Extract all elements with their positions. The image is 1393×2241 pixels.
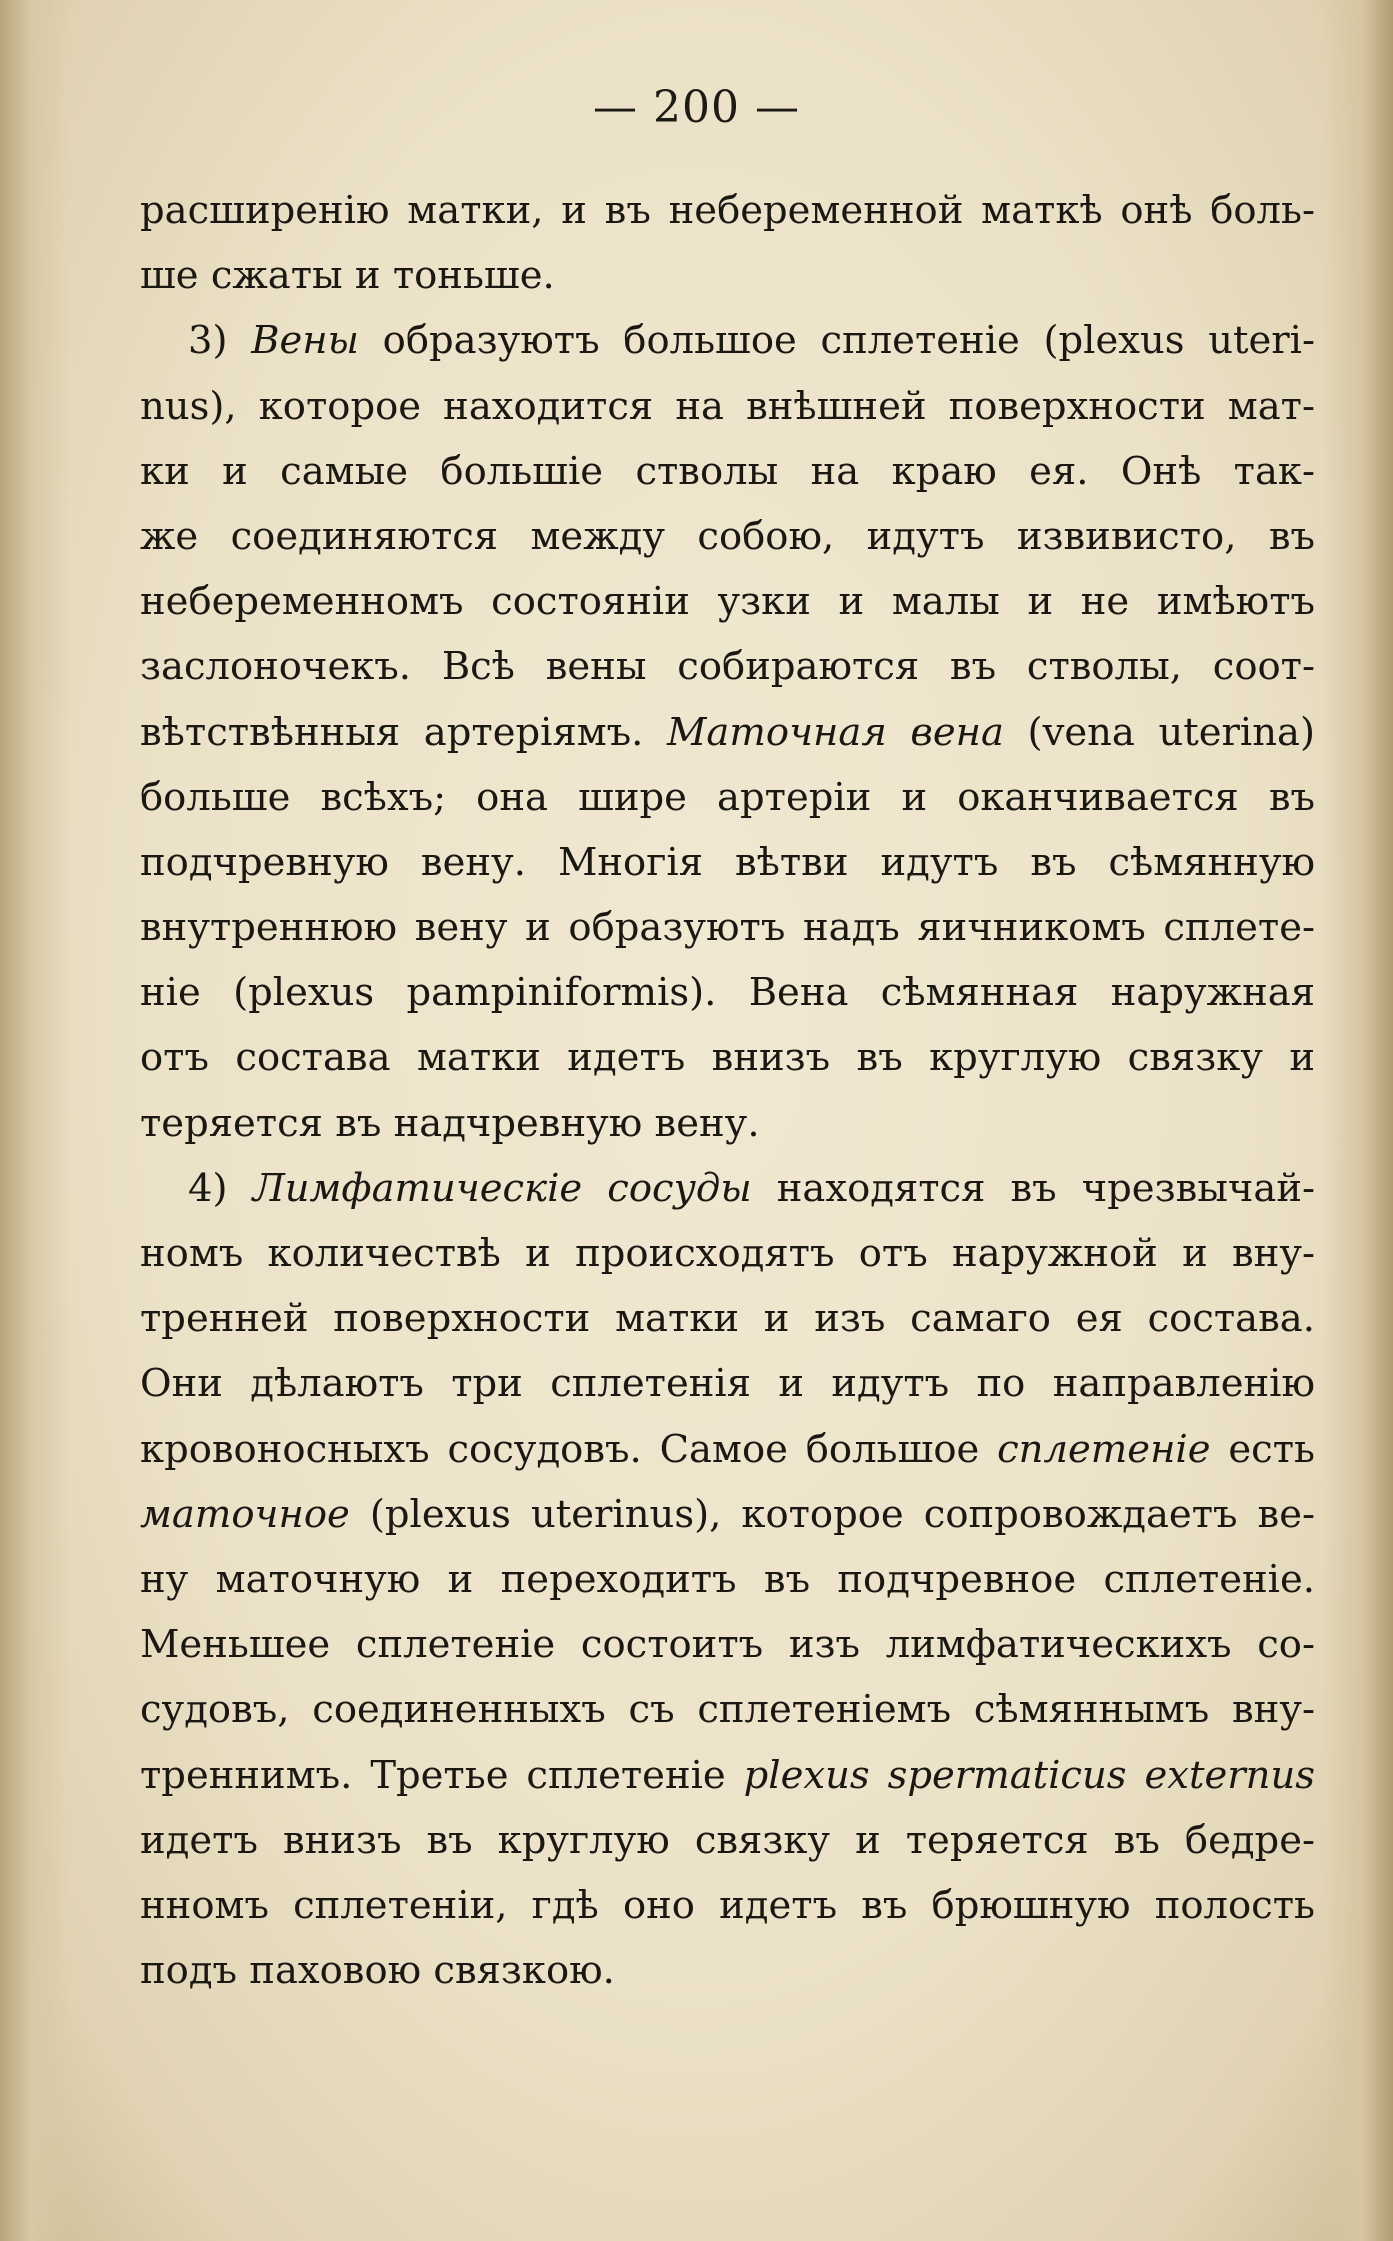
text-line	[140, 1025, 1315, 1090]
text-run: заслоночекъ. Всѣ вены собираются въ стволы, соот-	[140, 644, 1315, 690]
text-run: ну маточную и переходитъ въ подчревное сплетеніе.	[140, 1556, 1315, 1602]
page-edge-shadow-left	[0, 0, 70, 2241]
text-line	[140, 1547, 1315, 1612]
text-line	[140, 1743, 1315, 1808]
text-line	[140, 1612, 1315, 1677]
text-run: судовъ, соединенныхъ съ сплетеніемъ сѣмяннымъ вну-	[140, 1687, 1315, 1733]
text-run: (plexus uterinus), которое сопровождаетъ ве-	[349, 1491, 1315, 1537]
text-run: Меньшее сплетеніе состоитъ изъ лимфатическихъ со-	[140, 1622, 1315, 1668]
page-number: — 200 —	[593, 82, 800, 133]
text-line	[140, 504, 1315, 569]
text-run: 4)	[188, 1165, 253, 1211]
text-run: вѣтствѣнныя артеріямъ.	[140, 709, 668, 755]
text-run: ки и самые большіе стволы на краю ея. Онѣ так-	[140, 448, 1315, 494]
text-run: подчревную вену. Многія вѣтви идутъ въ сѣмянную	[140, 839, 1315, 885]
text-run: нномъ сплетеніи, гдѣ оно идетъ въ брюшную полость	[140, 1882, 1315, 1928]
text-line	[140, 1091, 1315, 1156]
italic-term: маточное	[140, 1491, 350, 1537]
text-run: же соединяются между собою, идутъ извивисто, въ	[140, 513, 1315, 559]
text-run: небеременномъ состояніи узки и малы и не имѣютъ	[140, 579, 1315, 625]
text-line	[140, 1482, 1315, 1547]
text-run: образуютъ большое сплетеніе (plexus uteri-	[359, 318, 1315, 364]
text-run: внутреннюю вену и образуютъ надъ яичникомъ сплете-	[140, 905, 1315, 951]
text-run: больше всѣхъ; она шире артеріи и оканчивается въ	[140, 774, 1315, 820]
text-line	[140, 569, 1315, 634]
text-run: находятся въ чрезвычай-	[751, 1165, 1315, 1211]
text-run: ніе (plexus pampiniformis). Вена сѣмянная наружная	[140, 970, 1315, 1016]
text-line	[140, 895, 1315, 960]
text-run: ше сжаты и тоньше.	[140, 253, 555, 299]
text-run: тренней поверхности матки и изъ самаго ея состава.	[140, 1296, 1315, 1342]
text-run: подъ паховою связкою.	[140, 1948, 615, 1994]
text-line	[140, 700, 1315, 765]
text-line	[140, 960, 1315, 1025]
text-line	[140, 765, 1315, 830]
text-run: 3)	[188, 318, 252, 364]
text-run: nus), которое находится на внѣшней поверхности мат-	[140, 383, 1315, 429]
italic-term: Вены	[251, 318, 359, 364]
text-line	[140, 439, 1315, 504]
page-edge-shadow-right	[1323, 0, 1393, 2241]
text-run: есть	[1210, 1426, 1315, 1472]
text-line	[140, 830, 1315, 895]
text-run: отъ состава матки идетъ внизъ въ круглую связку и	[140, 1035, 1315, 1081]
body-text	[140, 178, 1315, 2003]
text-run: теряется въ надчревную вену.	[140, 1100, 760, 1146]
text-run: кровоносныхъ сосудовъ. Самое большое	[140, 1426, 998, 1472]
italic-term: plexus spermaticus externus	[743, 1752, 1315, 1798]
text-run: идетъ внизъ въ круглую связку и теряется въ бедре-	[140, 1817, 1315, 1863]
text-run: треннимъ. Третье сплетеніе	[140, 1752, 744, 1798]
text-line	[140, 1873, 1315, 1938]
italic-term: Лимфатическіе сосуды	[252, 1165, 752, 1211]
text-line	[140, 308, 1315, 373]
italic-term: Маточная вена	[667, 709, 1004, 755]
text-run: номъ количествѣ и происходятъ отъ наружной и вну-	[140, 1231, 1315, 1276]
text-line	[140, 178, 1315, 243]
text-line	[140, 1808, 1315, 1873]
text-line	[140, 1417, 1315, 1482]
text-run: (vena uterina)	[1003, 709, 1316, 755]
text-line	[140, 1677, 1315, 1742]
text-line	[140, 634, 1315, 699]
text-line	[140, 1221, 1315, 1286]
text-line	[140, 243, 1315, 308]
text-run: Они дѣлаютъ три сплетенія и идутъ по направленію	[140, 1361, 1315, 1407]
text-line	[140, 1286, 1315, 1351]
text-run: расширенію матки, и въ небеременной маткѣ онѣ боль-	[140, 188, 1315, 233]
text-line	[140, 1938, 1315, 2003]
text-line	[140, 1156, 1315, 1221]
text-line	[140, 374, 1315, 439]
italic-term: сплетеніе	[997, 1426, 1211, 1472]
text-line	[140, 1351, 1315, 1416]
